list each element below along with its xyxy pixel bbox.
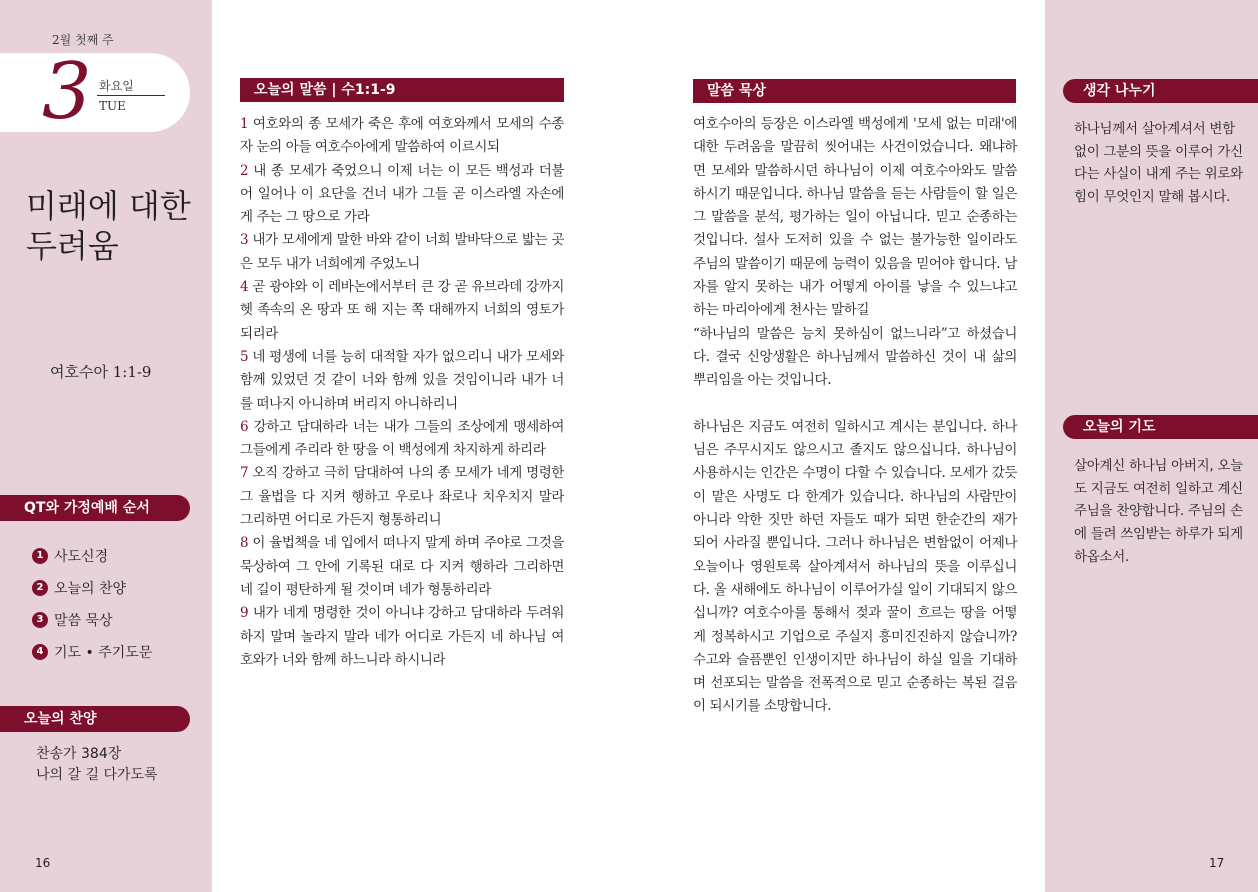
verse <box>240 116 564 155</box>
bible-reference: 여호수아 1:1-9 <box>50 363 152 381</box>
hymn-title: 나의 갈 길 다가도록 <box>36 767 158 783</box>
verse-number: 6 <box>240 418 249 435</box>
order-item <box>32 604 152 636</box>
verse <box>240 605 564 668</box>
share-header: 생각 나누기 <box>1063 79 1258 103</box>
scripture-text <box>240 113 564 672</box>
page-number-right: 17 <box>1209 856 1225 870</box>
meditation-text <box>693 113 1017 742</box>
verse-text: 내가 네게 명령한 것이 아니냐 강하고 담대하라 두려워하지 말며 놀라지 말라 네가 어디로 가든지 네 하나님 여호와가 너와 함께 하느니라 하시니라 <box>240 605 564 668</box>
meditation-header: 말씀 묵상 <box>693 79 1016 103</box>
hymn-header: 오늘의 찬양 <box>0 706 190 732</box>
verse-number: 7 <box>240 465 249 482</box>
verse-text: 오직 강하고 극히 담대하여 나의 종 모세가 네게 명령한 그 율법을 다 지켜 행하고 우로나 좌로나 치우치지 말라 그리하면 어디로 가든지 형통하리니 <box>240 465 564 529</box>
date-badge <box>0 53 190 132</box>
prayer-header: 오늘의 기도 <box>1063 415 1258 439</box>
share-text: 하나님께서 살아계셔서 변함없이 그분의 뜻을 이루어 가신다는 사실이 내게 주는 위로와 힘이 무엇인지 말해 봅시다. <box>1074 121 1243 206</box>
verse-number: 9 <box>240 605 249 622</box>
verse <box>240 419 564 458</box>
order-item-label: 기도 • 주기도문 <box>54 645 153 661</box>
verse <box>240 279 564 342</box>
verse-text: 내 종 모세가 죽었으니 이제 너는 이 모든 백성과 더불어 일어나 이 요단을 건너 내가 그들 곧 이스라엘 자손에게 주는 그 땅으로 가라 <box>240 162 564 226</box>
verse-text: 여호와의 종 모세가 죽은 후에 여호와께서 모세의 수종자 눈의 아들 여호수아에게 말씀하여 이르시되 <box>240 116 564 156</box>
verse <box>240 465 564 528</box>
number-badge: 2 <box>32 580 48 596</box>
verse-text: 이 율법책을 네 입에서 떠나지 말게 하며 주야로 그것을 묵상하여 그 안에 기록된 대로 다 지켜 행하라 그리하면 네 길이 평탄하게 될 것이며 네가 형통하리라 <box>240 535 564 598</box>
verse <box>240 535 564 598</box>
day-number: 3 <box>42 47 92 137</box>
meditation-paragraph <box>693 113 1017 393</box>
verse-text: 내가 모세에게 말한 바와 같이 너희 발바닥으로 밟는 곳은 모두 내가 너희에게 주었노니 <box>240 232 564 272</box>
verse-number: 5 <box>240 348 249 365</box>
week-label: 2월 첫째 주 <box>52 33 114 47</box>
meditation-quote: “하나님의 말씀은 능치 못하심이 없느니라”고 하셨습니다. 결국 신앙생활은 하나님께서 말씀하신 것이 내 삶의 뿌리임을 아는 것입니다. <box>693 325 1017 389</box>
verse-number: 8 <box>240 535 249 552</box>
day-of-week-english: TUE <box>99 99 126 113</box>
order-header: QT와 가정예배 순서 <box>0 495 190 521</box>
verse-text: 강하고 담대하라 너는 내가 그들의 조상에게 맹세하여 그들에게 주리라 한 땅을 이 백성에게 차지하게 하리라 <box>240 418 564 459</box>
day-of-week-korean: 화요일 <box>99 79 134 93</box>
order-item <box>32 636 152 668</box>
verse-text: 네 평생에 너를 능히 대적할 자가 없으리니 내가 모세와 함께 있었던 것 같이 너와 함께 있을 것임이니라 내가 너를 떠나지 아니하며 버리지 아니하리니 <box>240 348 564 412</box>
prayer-text: 살아계신 하나님 아버지, 오늘도 지금도 여전히 일하고 계신 주님을 찬양합니다. 주님의 손에 들려 쓰임받는 하루가 되게 하옵소서. <box>1074 458 1243 565</box>
verse <box>240 349 564 412</box>
meditation-paragraph-2: 하나님은 지금도 여전히 일하시고 계시는 분입니다. 하나님은 주무시지도 않으시고 졸지도 않으십니다. 하나님이 사용하시는 인간은 수명이 다할 수 있습니다. 모세가 갔듯이 맡은 사명도 다 한계가 있습니다. 하나님의 사람만이 아니라 악한 짓만 하던 자들도 때가 되면 한순간의 재가 되어 사라질 뿐입니다. 그러나 하나님은 변함없이 어제나 오늘이나 영원토록 살아계셔서 하나님의 뜻을 이루십니다. 올 새해에도 하나님이 이루어가실 일이 기대되지 않으십니까? 여호수아를 통해서 젖과 꿀이 흐르는 땅을 어떻게 정복하시고 기업으로 주실지 흥미진진하지 않습니까? 수고와 슬픔뿐인 인생이지만 하나님이 하실 일을 기대하며 선포되는 말씀을 전폭적으로 믿고 순종하는 복된 걸음이 되시기를 소망합니다. <box>693 418 1017 715</box>
verse <box>240 232 564 271</box>
order-item-label: 말씀 묵상 <box>54 613 113 629</box>
scripture-header: 오늘의 말씀 | 수1:1-9 <box>240 78 564 102</box>
verse-number: 2 <box>240 162 249 179</box>
verse-number: 3 <box>240 232 249 249</box>
hymn-info <box>36 744 158 786</box>
page-number-left: 16 <box>35 856 51 870</box>
page-title <box>26 186 206 266</box>
title-line-2: 두려움 <box>26 227 119 265</box>
verse-text: 곧 광야와 이 레바논에서부터 큰 강 곧 유브라데 강까지 헷 족속의 온 땅과 또 해 지는 쪽 대해까지 너희의 영토가 되리라 <box>240 279 564 342</box>
hymn-number: 찬송가 384장 <box>36 746 122 762</box>
title-line-1: 미래에 대한 <box>26 187 191 225</box>
order-list <box>32 540 152 668</box>
verse-number: 4 <box>240 279 249 296</box>
date-divider <box>97 95 165 96</box>
number-badge: 1 <box>32 548 48 564</box>
number-badge: 4 <box>32 644 48 660</box>
meditation-paragraph-1: 여호수아의 등장은 이스라엘 백성에게 '모세 없는 미래'에 대한 두려움을 말끔히 씻어내는 사건이었습니다. 왜냐하면 모세와 말씀하시던 하나님이 이제 여호수아와도 말씀하시기 때문입니다. 하나님 말씀을 듣는 사람들이 할 일은 그 말씀을 분석, 평가하는 일이 아닙니다. 믿고 순종하는 것입니다. 설사 도저히 있을 수 없는 불가능한 일이라도 주님의 말씀이기 때문에 능력이 있음을 믿어야 합니다. 남자를 알지 못하는 내가 어떻게 아이를 낳을 수 있느냐고 하는 마리아에게 천사는 말하길 <box>693 116 1017 319</box>
order-item <box>32 572 152 604</box>
order-item-label: 오늘의 찬양 <box>54 581 127 597</box>
number-badge: 3 <box>32 612 48 628</box>
order-item <box>32 540 152 572</box>
verse-number: 1 <box>240 116 249 132</box>
order-item-label: 사도신경 <box>54 549 109 565</box>
verse <box>240 163 564 226</box>
